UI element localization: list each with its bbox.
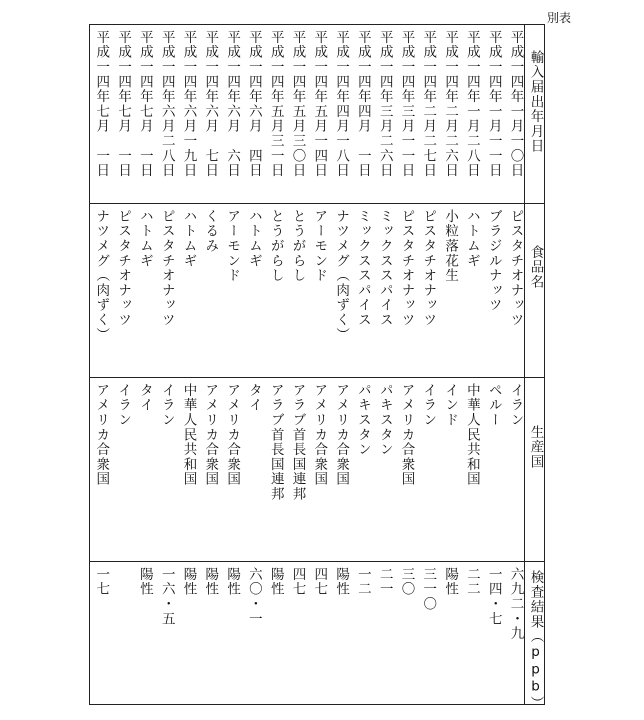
cell-result: 二二 [463,567,480,597]
cell-date: 平成一四年三月二六日 [376,30,393,178]
cell-food: ピスタチオナッツ [507,209,524,328]
cell-date: 平成一四年三月一一日 [398,30,415,178]
cell-result: 陽性 [136,567,153,597]
cell-origin: イラン [158,383,175,428]
results-table [89,24,545,711]
cell-result: 一二 [354,567,371,597]
cell-food: 小粒落花生 [442,209,459,283]
cell-date: 平成一四年五月三一日 [267,30,284,178]
cell-origin: イラン [115,383,132,428]
cell-result: 陽性 [180,567,197,597]
cell-result: 陽性 [333,567,350,597]
cell-date: 平成一四年七月 一日 [93,30,110,178]
cell-origin: タイ [136,383,153,413]
cell-result: 四七 [289,567,306,597]
cell-date: 平成一四年六月 七日 [202,30,219,178]
cell-date: 平成一四年六月 四日 [245,30,262,178]
cell-food: アーモンド [224,209,241,283]
cell-date: 平成一四年七月 一日 [115,30,132,178]
cell-result: 一四・七 [485,567,502,627]
cell-date: 平成一四年一月一一日 [485,30,502,178]
cell-origin: イラン [420,383,437,428]
cell-result: 陽性 [442,567,459,597]
cell-food: とうがらし [289,209,306,283]
cell-origin: イラン [507,383,524,428]
cell-food: ハトムギ [463,209,480,269]
cell-food: ハトムギ [136,209,153,269]
cell-result: 三一〇 [420,567,437,612]
cell-result: 一七 [93,567,110,597]
cell-food: ハトムギ [245,209,262,269]
cell-result: 三〇 [398,567,415,597]
cell-result: 陽性 [202,567,219,597]
cell-origin: アメリカ合衆国 [202,383,219,487]
cell-origin: パキスタン [376,383,393,457]
cell-food: ピスタチオナッツ [158,209,175,328]
cell-food: とうがらし [267,209,284,283]
cell-food: ピスタチオナッツ [115,209,132,328]
cell-food: ハトムギ [180,209,197,269]
cell-date: 平成一四年一月二八日 [463,30,480,178]
cell-result: 陽性 [267,567,284,597]
column-divider [90,203,544,204]
cell-food: ナツメグ（肉ずく） [333,209,350,343]
cell-food: くるみ [202,209,219,254]
cell-result: 六九二・九 [507,567,524,641]
cell-date: 平成一四年六月 六日 [224,30,241,178]
cell-date: 平成一四年二月二六日 [442,30,459,178]
cell-result: 一六・五 [158,567,175,627]
cell-date: 平成一四年六月二八日 [158,30,175,178]
cell-date: 平成一四年四月 一日 [354,30,371,178]
cell-origin: 中華人民共和国 [180,383,197,487]
cell-origin: アメリカ合衆国 [93,383,110,487]
header-date: 輸入届出年月日 [527,50,544,154]
cell-food: ピスタチオナッツ [420,209,437,328]
cell-date: 平成一四年五月三〇日 [289,30,306,178]
header-origin: 生産国 [527,425,544,470]
cell-origin: 中華人民共和国 [463,383,480,487]
cell-date: 平成一四年五月一四日 [311,30,328,178]
cell-origin: アメリカ合衆国 [311,383,328,487]
cell-food: アーモンド [311,209,328,283]
cell-result: 陽性 [224,567,241,597]
cell-origin: アラブ首長国連邦 [289,383,306,502]
cell-result: 二一 [376,567,393,597]
column-divider [90,377,544,378]
cell-origin: アメリカ合衆国 [224,383,241,487]
cell-date: 平成一四年六月一九日 [180,30,197,178]
cell-food: ピスタチオナッツ [398,209,415,328]
cell-date: 平成一四年二月二七日 [420,30,437,178]
column-divider [90,561,544,562]
cell-date: 平成一四年四月一八日 [333,30,350,178]
sheet-label: 別表 [547,11,572,25]
cell-food: ミックススパイス [376,209,393,328]
cell-result: 六〇・一 [245,567,262,627]
cell-date: 平成一四年七月 一日 [136,30,153,178]
cell-food: ナツメグ（肉ずく） [93,209,110,343]
cell-origin: ペルー [485,383,502,428]
cell-origin: アメリカ合衆国 [398,383,415,487]
cell-date: 平成一四年一月一〇日 [507,30,524,178]
cell-origin: アラブ首長国連邦 [267,383,284,502]
cell-food: ミックススパイス [354,209,371,328]
cell-food: ブラジルナッツ [485,209,502,313]
header-food: 食品名 [527,245,544,290]
cell-result: 四七 [311,567,328,597]
cell-origin: パキスタン [354,383,371,457]
header-result: 検査結果（ppb） [527,570,544,711]
cell-origin: タイ [245,383,262,413]
cell-origin: アメリカ合衆国 [333,383,350,487]
header-divider [524,25,525,704]
cell-origin: インド [442,383,459,428]
